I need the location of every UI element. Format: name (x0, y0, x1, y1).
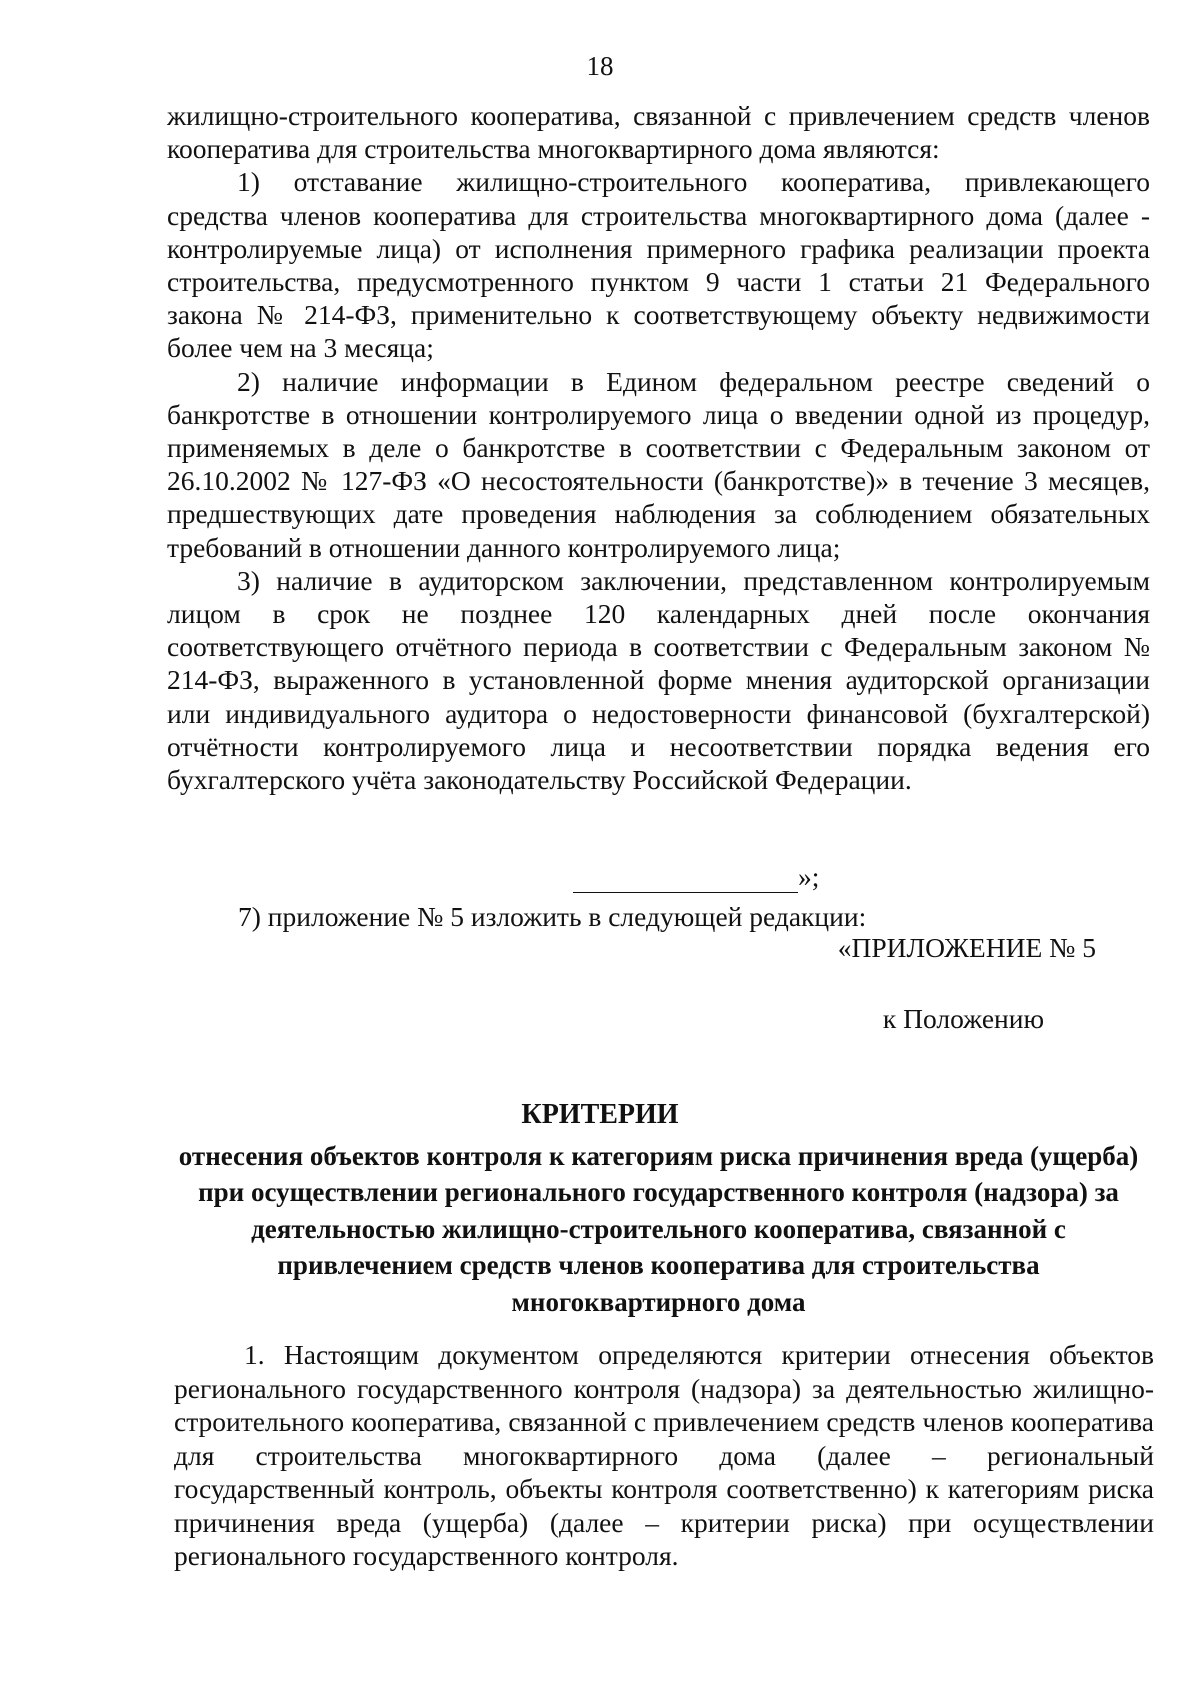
amendment-item-7: 7) приложение № 5 изложить в следующей редакции: (238, 901, 867, 932)
intro-paragraph: жилищно-строительного кооператива, связанной с привлечением средств членов кооператива для строительства многоквартирного дома являются: (167, 100, 1150, 165)
paragraph-1-text: 1. Настоящим документом определяются критерии отнесения объектов регионального государственного контроля (надзора) за деятельностью жилищно-строительного кооператива, связанной с привлечением средств членов кооператива для строительства многоквартирного дома (далее – региональный государственный контроль, объекты контроля соответственно) к категориям риска причинения вреда (ущерба) (далее – критерии риска) при осуществлении регионального государственного контроля. (174, 1339, 1154, 1571)
appendix-subtitle: к Положению (882, 1003, 1044, 1034)
list-item-3: 3) наличие в аудиторском заключении, представленном контролируемым лицом в срок не позднее 120 календарных дней после окончания соответствующего отчётного периода в соответствии с Федеральным законом № 214-ФЗ, выраженного в установленной форме мнения аудиторской организации или индивидуального аудитора о недостоверности финансовой (бухгалтерской) отчётности контролируемого лица и несоответствии порядка ведения его бухгалтерского учёта законодательству Российской Федерации. (167, 564, 1150, 796)
appendix-title: «ПРИЛОЖЕНИЕ № 5 (837, 932, 1096, 963)
criteria-subheading: отнесения объектов контроля к категориям риска причинения вреда (ущерба) при осуществлении регионального государственного контроля (надзора) за деятельностью жилищно-строительного кооператива, связанной с привлечением средств членов кооператива для строительства многоквартирного дома (178, 1141, 1139, 1317)
closing-mark: »; (798, 861, 820, 892)
criteria-paragraph-1 (174, 1338, 1154, 1573)
criteria-heading: КРИТЕРИИ (521, 1099, 679, 1130)
list-item-1: 1) отставание жилищно-строительного кооператива, привлекающего средства членов кооператива для строительства многоквартирного дома (далее - контролируемые лица) от исполнения примерного графика реализации проекта строительства, предусмотренного пунктом 9 части 1 статьи 21 Федерального закона № 214-ФЗ, применительно к соответствующему объекту недвижимости более чем на 3 месяца; (167, 166, 1150, 364)
body-text (167, 99, 1150, 796)
list-item-2: 2) наличие информации в Едином федеральном реестре сведений о банкротстве в отношении контролируемого лица о введении одной из процедур, применяемых в деле о банкротстве в соответствии с Федеральным законом от 26.10.2002 № 127-ФЗ «О несостоятельности (банкротстве)» в течение 3 месяцев, предшествующих дате проведения наблюдения за соблюдением обязательных требований в отношении данного контролируемого лица; (167, 365, 1150, 563)
page-number: 18 (586, 51, 614, 81)
underline-rule (573, 864, 798, 893)
closing-quote-line (573, 860, 819, 893)
